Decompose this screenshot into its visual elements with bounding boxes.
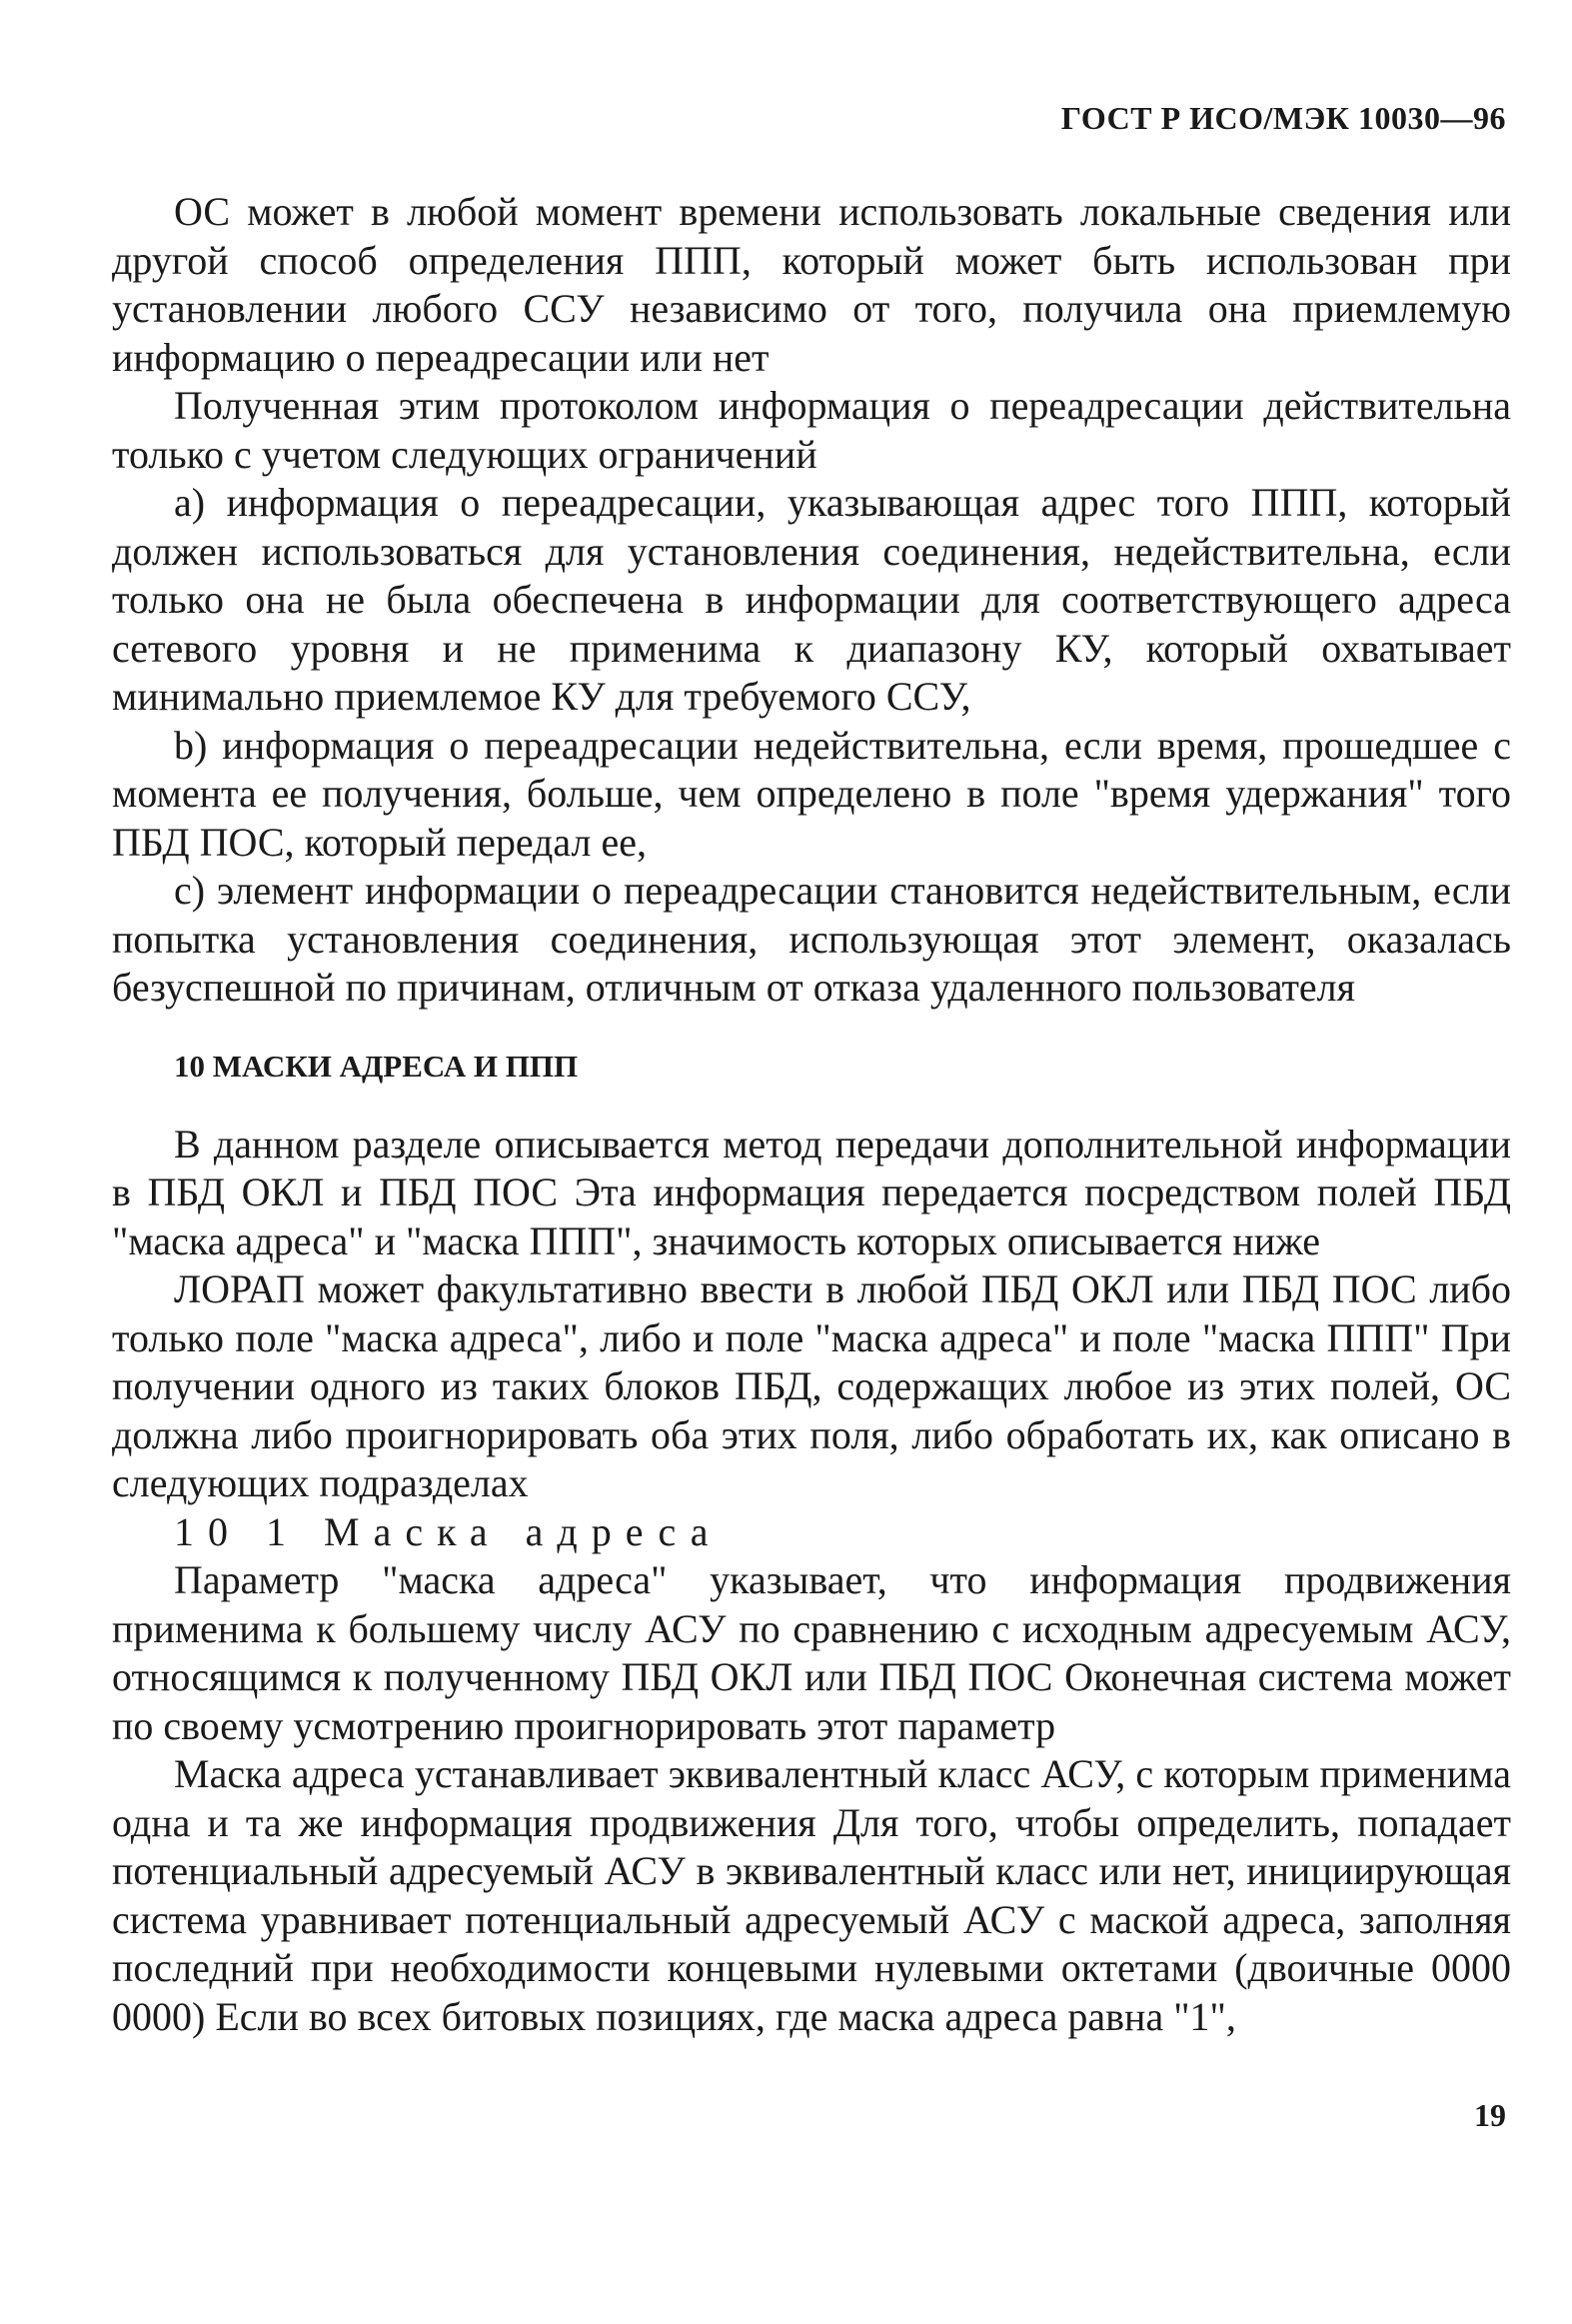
page-number: 19 bbox=[1474, 2097, 1506, 2133]
document-body bbox=[112, 188, 1511, 2041]
paragraph-lorap-masks: ЛОРАП может факультативно ввести в любой ПБД ОКЛ или ПБД ПОС либо только поле "маска адреса", либо и поле "маска адреса" и поле "маска ППП" При получении одного из таких блоков ПБД, содержащих любое из этих полей, ОС должна либо проигнорировать оба этих поля, либо обработать их, как описано в следующих подразделах bbox=[112, 1266, 1511, 1505]
paragraph-local-info: ОС может в любой момент времени использовать локальные сведения или другой способ определения ППП, который может быть использован при установлении любого ССУ независимо от того, получила она приемлемую информацию о переадресации или нет bbox=[112, 189, 1511, 380]
list-item-c: с) элемент информации о переадресации становится недействительным, если попытка установления соединения, использующая этот элемент, оказалась безуспешной по причинам, отличным от отказа удаленного пользователя bbox=[112, 868, 1511, 1010]
paragraph-section-intro: В данном разделе описывается метод передачи дополнительной информации в ПБД ОКЛ и ПБД ПОС Эта информация передается посредством полей ПБД "маска адреса" и "маска ППП", значимость которых описывается ниже bbox=[112, 1121, 1511, 1263]
list-item-b: b) информация о переадресации недействительна, если время, прошедшее с момента ее получения, больше, чем определено в поле "время удержания" того ПБД ПОС, который передал ее, bbox=[112, 722, 1511, 865]
section-heading: 10 МАСКИ АДРЕСА И ППП bbox=[174, 1048, 579, 1084]
list-item-a: а) информация о переадресации, указывающая адрес того ППП, который должен использоваться для установления соединения, недействительна, если только она не была обеспечена в информации для соответствующего адреса сетевого уровня и не применима к диапазону КУ, который охватывает минимально приемлемое КУ для требуемого ССУ, bbox=[112, 480, 1511, 719]
paragraph-address-mask-class: Маска адреса устанавливает эквивалентный класс АСУ, с которым применима одна и та же информация продвижения Для того, чтобы определить, попадает потенциальный адресуемый АСУ в эквивалентный класс или нет, инициирующая система уравнивает потенциальный адресуемый АСУ с маской адреса, заполняя последний при необходимости концевыми нулевыми октетами (двоичные 0000 0000) Если во всех битовых позициях, где маска адреса равна "1", bbox=[112, 1751, 1511, 2039]
paragraph-redirect-validity: Полученная этим протоколом информация о переадресации действительна только с учетом следующих ограничений bbox=[112, 383, 1511, 477]
paragraph-address-mask-param: Параметр "маска адреса" указывает, что информация продвижения применима к большему числу АСУ по сравнению с исходным адресуемым АСУ, относящимся к полученному ПБД ОКЛ или ПБД ПОС Оконечная система может по своему усмотрению проигнорировать этот параметр bbox=[112, 1557, 1511, 1748]
subsection-heading: 10 1 Маска адреса bbox=[174, 1508, 723, 1554]
standard-header: ГОСТ Р ИСО/МЭК 10030—96 bbox=[1060, 100, 1506, 136]
